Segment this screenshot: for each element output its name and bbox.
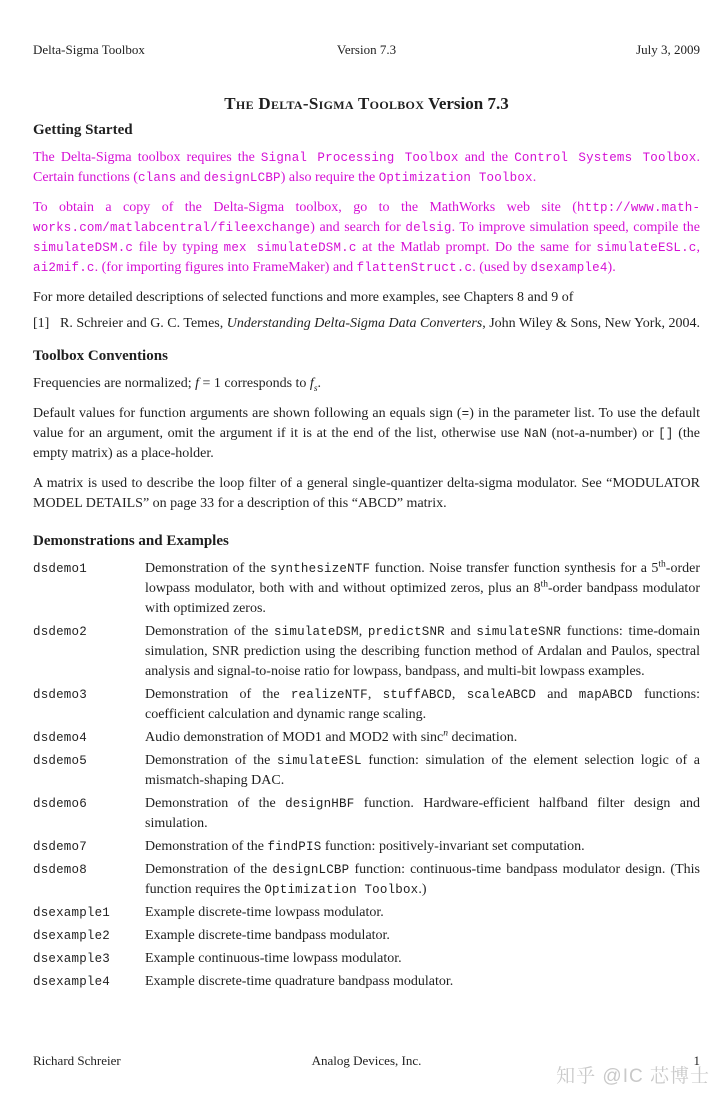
paragraph-abcd-matrix: A matrix is used to describe the loop filter of a general single-quantizer delta-sigma modulator. See “MODULATOR MODEL DETAILS” on page 33 for a description of this “ABCD” matrix. bbox=[33, 476, 700, 511]
demo-row bbox=[33, 751, 700, 791]
paragraph-obtain-copy: To obtain a copy of the Delta-Sigma toolbox, go to the MathWorks web site (http://www.mathworks.com/matlabcentral/fileexchange) and search for delsig. To improve simulation speed, compile the simulateDSM.c file by typing mex simulateDSM.c at the Matlab prompt. Do the same for simulateESL.c, ai2mif.c. (for importing figures into FrameMaker) and flattenStruct.c. (used by dsexample4). bbox=[33, 200, 701, 275]
demo-name: dsexample2 bbox=[33, 929, 111, 943]
footer-author: Richard Schreier bbox=[33, 1053, 121, 1068]
reference-text: R. Schreier and G. C. Temes, Understanding Delta-Sigma Data Converters, John Wiley & Sons, New York, 2004. bbox=[60, 316, 700, 331]
header-center: Version 7.3 bbox=[336, 42, 397, 57]
demo-description: Example continuous-time lowpass modulator. bbox=[145, 951, 402, 966]
page-header bbox=[33, 42, 700, 58]
demo-name: dsexample1 bbox=[33, 906, 111, 920]
demo-description: Demonstration of the realizeNTF, stuffABCD, scaleABCD and mapABCD functions: coefficient calculation and dynamic range scaling. bbox=[145, 687, 700, 722]
demo-name: dsdemo7 bbox=[33, 840, 87, 854]
demo-row bbox=[33, 728, 700, 748]
demo-description: Example discrete-time quadrature bandpass modulator. bbox=[145, 974, 454, 989]
demo-description: Demonstration of the designLCBP function: continuous-time bandpass modulator design. (This function requires the Optimization Toolbox.) bbox=[145, 862, 700, 897]
demo-row bbox=[33, 794, 700, 834]
demo-name: dsexample3 bbox=[33, 952, 111, 966]
paragraph-default-values: Default values for function arguments are shown following an equals sign (=) in the parameter list. To use the default value for an argument, omit the argument if it is at the end of the list, otherwise use NaN (not-a-number) or [] (the empty matrix) as a place-holder. bbox=[33, 406, 701, 461]
demo-name: dsdemo6 bbox=[33, 797, 87, 811]
demo-description: Demonstration of the designHBF function. Hardware-efficient halfband filter design and simulation. bbox=[145, 796, 700, 831]
demo-description: Demonstration of the simulateDSM, predictSNR and simulateSNR functions: time-domain simulation, SNR prediction using the describing function method of Ardalan and Paulos, spectral analysis and signal-to-noise ratio for lowpass, bandpass, and multi-bit lowpass examples. bbox=[145, 624, 700, 679]
demo-description: Audio demonstration of MOD1 and MOD2 with sinc$^n$ decimation. bbox=[145, 728, 518, 745]
demo-row bbox=[33, 860, 700, 900]
demo-name: dsdemo1 bbox=[33, 562, 87, 576]
demo-row bbox=[33, 685, 700, 725]
header-left: Delta-Sigma Toolbox bbox=[33, 42, 145, 57]
document-title-smallcaps: The Delta-Sigma Toolbox bbox=[224, 94, 425, 113]
paragraph-frequencies: Frequencies are normalized; f = 1 corresponds to $f_s$. bbox=[33, 376, 322, 394]
heading-demonstrations: Demonstrations and Examples bbox=[33, 533, 229, 549]
reference-item bbox=[33, 314, 700, 334]
demo-row bbox=[33, 837, 700, 857]
demo-name: dsdemo5 bbox=[33, 754, 87, 768]
demo-name: dsexample4 bbox=[33, 975, 111, 989]
heading-toolbox-conventions: Toolbox Conventions bbox=[33, 348, 168, 364]
heading-getting-started: Getting Started bbox=[33, 122, 133, 138]
watermark: 知乎 @IC 芯博士 bbox=[556, 1066, 710, 1087]
demo-row bbox=[33, 903, 700, 923]
footer-company: Analog Devices, Inc. bbox=[311, 1053, 422, 1068]
document-title-suffix: Version 7.3 bbox=[424, 94, 509, 113]
demo-description: Demonstration of the synthesizeNTF function. Noise transfer function synthesis for a 5th-order lowpass modulator, both with and without optimized zeros, plus an 8th-order bandpass modulator with optimized zeros. bbox=[145, 559, 700, 616]
demo-description: Demonstration of the findPIS function: positively-invariant set computation. bbox=[145, 839, 585, 854]
demo-description: Example discrete-time lowpass modulator. bbox=[145, 905, 384, 920]
page-number: 1 bbox=[693, 1053, 700, 1068]
demo-row bbox=[33, 559, 700, 619]
demo-row bbox=[33, 622, 700, 682]
demo-name: dsdemo3 bbox=[33, 688, 87, 702]
demo-name: dsdemo2 bbox=[33, 625, 87, 639]
demo-name: dsdemo4 bbox=[33, 731, 87, 745]
paragraph-requirements: The Delta-Sigma toolbox requires the Signal Processing Toolbox and the Control Systems Toolbox. Certain functions (clans and designLCBP) also require the Optimization Toolbox. bbox=[33, 150, 700, 185]
paragraph-more-descriptions: For more detailed descriptions of selected functions and more examples, see Chapters 8 and 9 of bbox=[33, 290, 574, 305]
demo-description: Demonstration of the simulateESL function: simulation of the element selection logic of a mismatch-shaping DAC. bbox=[145, 753, 700, 788]
demo-row bbox=[33, 972, 700, 992]
demo-list bbox=[33, 559, 700, 992]
reference-label: [1] bbox=[33, 316, 50, 331]
demo-row bbox=[33, 949, 700, 969]
document-title bbox=[33, 94, 700, 114]
demo-name: dsdemo8 bbox=[33, 863, 87, 877]
header-right: July 3, 2009 bbox=[636, 42, 700, 57]
demo-description: Example discrete-time bandpass modulator. bbox=[145, 928, 390, 943]
demo-row bbox=[33, 926, 700, 946]
